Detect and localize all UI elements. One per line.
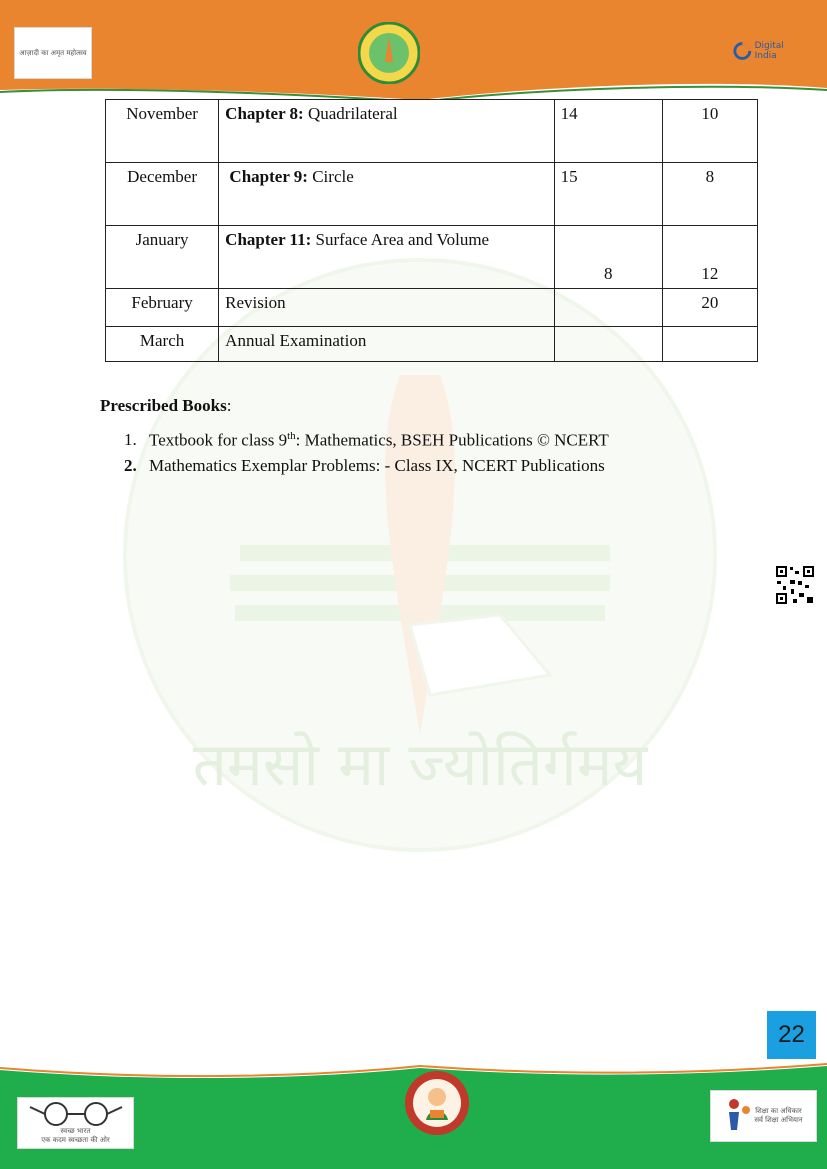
marks-cell: 8 — [662, 163, 757, 226]
marks-cell — [662, 327, 757, 362]
beti-bachao-seal-icon — [404, 1070, 470, 1136]
list-item — [124, 430, 609, 456]
list-number: 2. — [124, 456, 137, 475]
list-number: 1. — [124, 430, 137, 449]
month-cell: November — [106, 100, 219, 163]
book-superscript: th — [287, 430, 296, 442]
digital-india-icon — [733, 41, 752, 61]
topic-cell: Annual Examination — [219, 327, 555, 362]
syllabus-table — [105, 99, 758, 362]
qr-code-icon[interactable] — [775, 565, 815, 605]
table-row — [106, 163, 758, 226]
table-row — [106, 327, 758, 362]
books-heading-colon: : — [226, 396, 232, 415]
rte-label: शिक्षा का अधिकार — [755, 1107, 802, 1115]
table-row — [106, 100, 758, 163]
prescribed-books-heading — [100, 396, 231, 416]
periods-cell: 15 — [554, 163, 662, 226]
periods-cell — [554, 327, 662, 362]
month-cell: February — [106, 289, 219, 327]
month-cell: March — [106, 327, 219, 362]
topic-cell — [219, 100, 555, 163]
chapter-title: Circle — [307, 167, 354, 186]
digital-india-logo — [733, 36, 805, 66]
periods-cell: 14 — [554, 100, 662, 163]
book-title — [149, 430, 609, 456]
books-heading-text: Prescribed Books — [100, 396, 227, 415]
swachh-label: स्वच्छ भारत — [60, 1127, 91, 1135]
chapter-label: Chapter 9: — [229, 167, 308, 186]
spectacles-icon — [26, 1101, 126, 1127]
page-number-badge: 22 — [767, 1011, 816, 1059]
list-item — [124, 456, 609, 482]
book-text-before: Textbook for class 9 — [149, 430, 288, 450]
chapter-title: Surface Area and Volume — [311, 230, 490, 249]
periods-cell — [554, 289, 662, 327]
marks-cell: 10 — [662, 100, 757, 163]
book-title: Mathematics Exemplar Problems: - Class IX, NCERT Publications — [149, 456, 605, 475]
month-cell: December — [106, 163, 219, 226]
periods-cell: 8 — [554, 226, 662, 289]
board-seal-icon — [358, 22, 420, 84]
children-icon — [724, 1096, 754, 1136]
swachh-bharat-logo — [17, 1097, 134, 1149]
books-list — [124, 430, 609, 482]
table-row — [106, 226, 758, 289]
marks-cell: 12 — [662, 226, 757, 289]
swachh-tagline: एक कदम स्वच्छता की ओर — [41, 1136, 110, 1144]
azadi-logo-label: आज़ादी का अमृत महोत्सव — [19, 48, 87, 57]
topic-cell — [219, 163, 555, 226]
right-to-education-logo — [710, 1090, 817, 1142]
rte-tagline: सर्व शिक्षा अभियान — [754, 1116, 803, 1124]
month-cell: January — [106, 226, 219, 289]
topic-cell: Revision — [219, 289, 555, 327]
digital-india-label: Digital India — [754, 41, 784, 61]
chapter-label: Chapter 11: — [225, 230, 312, 249]
chapter-label: Chapter 8: — [225, 104, 304, 123]
topic-cell — [219, 226, 555, 289]
watermark-motto: तमसो मा ज्योतिर्गमय — [192, 730, 648, 800]
marks-cell: 20 — [662, 289, 757, 327]
azadi-ka-amrit-mahotsav-logo — [14, 27, 92, 79]
table-row — [106, 289, 758, 327]
book-text-after: : Mathematics, BSEH Publications © NCERT — [295, 430, 609, 450]
chapter-title: Quadrilateral — [303, 104, 398, 123]
